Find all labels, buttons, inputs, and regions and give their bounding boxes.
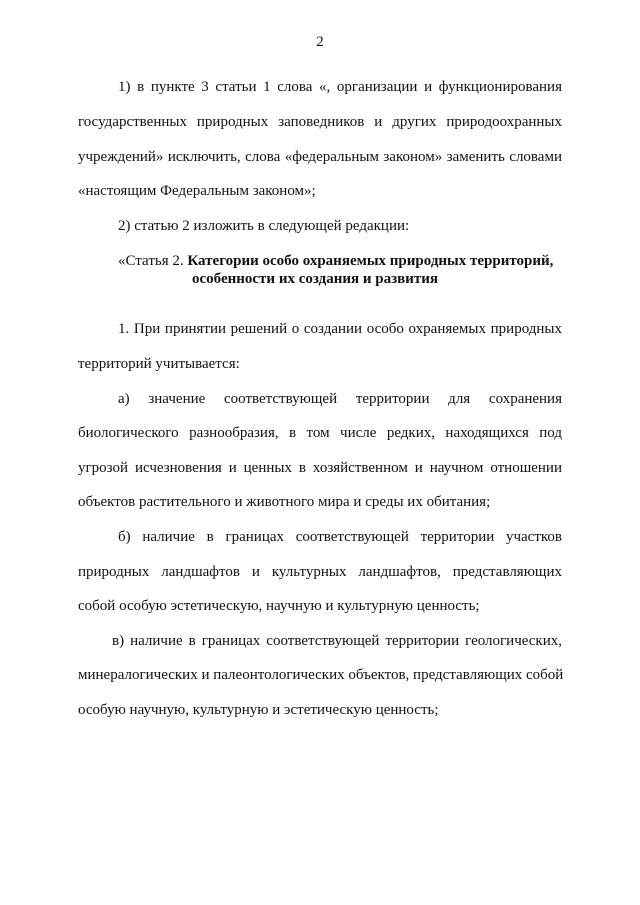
- item-v-line-2: минералогических и палеонтологических объектов, представляющих собой: [78, 667, 564, 683]
- clause-1-line-2: территорий учитывается:: [78, 356, 240, 372]
- clause-1-line-1: 1. При принятии решений о создании особо охраняемых природных: [118, 321, 562, 337]
- item-v-line-3: особую научную, культурную и эстетическую ценность;: [78, 702, 439, 718]
- item-b-line-3: собой особую эстетическую, научную и культурную ценность;: [78, 598, 480, 614]
- article-heading-line-2: особенности их создания и развития: [192, 271, 438, 287]
- item-a-line-4: объектов растительного и животного мира и среды их обитания;: [78, 494, 491, 510]
- item-b-line-1: б) наличие в границах соответствующей территории участков: [118, 529, 562, 545]
- item-a-line-2: биологического разнообразия, в том числе редких, находящихся под: [78, 425, 562, 441]
- page-number: 2: [316, 34, 324, 50]
- item-a-line-3: угрозой исчезновения и ценных в хозяйственном и научном отношении: [78, 460, 562, 476]
- paragraph-1-line-3: учреждений» исключить, слова «федеральным законом» заменить словами: [78, 149, 562, 165]
- paragraph-1-line-1: 1) в пункте 3 статьи 1 слова «, организации и функционирования: [118, 79, 562, 95]
- item-b-line-2: природных ландшафтов и культурных ландшафтов, представляющих: [78, 564, 562, 580]
- paragraph-1-line-4: «настоящим Федеральным законом»;: [78, 183, 316, 199]
- item-v-line-1: в) наличие в границах соответствующей территории геологических,: [112, 633, 562, 649]
- paragraph-1-line-2: государственных природных заповедников и других природоохранных: [78, 114, 562, 130]
- item-a-line-1: а) значение соответствующей территории для сохранения: [118, 391, 562, 407]
- article-title: Категории особо охраняемых природных территорий,: [187, 253, 554, 269]
- paragraph-2-line-1: 2) статью 2 изложить в следующей редакции:: [118, 218, 410, 234]
- article-heading-line-1: [118, 252, 562, 270]
- article-number: «Статья 2.: [118, 253, 184, 269]
